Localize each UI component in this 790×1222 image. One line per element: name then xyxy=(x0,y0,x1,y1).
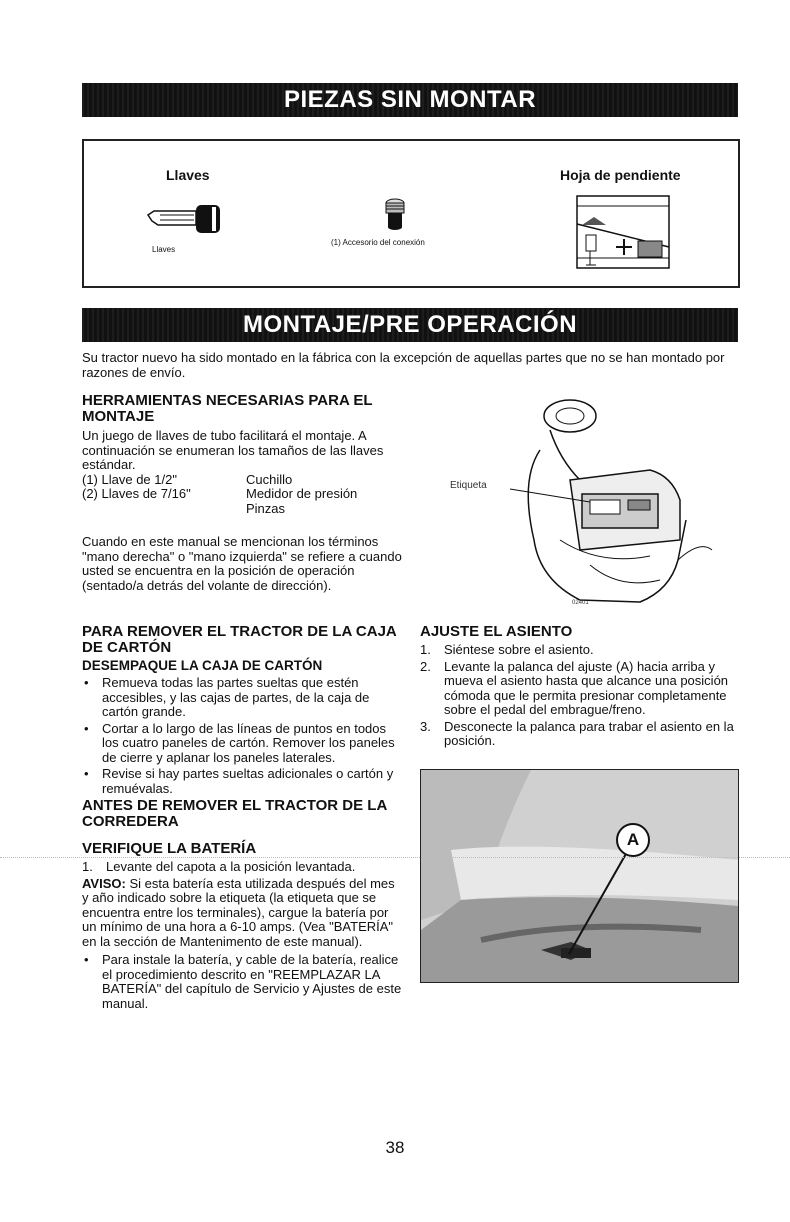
unpack-subheading: DESEMPAQUE LA CAJA DE CARTÓN xyxy=(82,658,323,673)
seat-lever-photo xyxy=(420,769,739,983)
page-number: 38 xyxy=(385,1138,405,1157)
tools-table xyxy=(82,473,357,517)
tool-name: Medidor de presión xyxy=(246,486,358,501)
step-number: 3. xyxy=(420,718,431,734)
step-number: 2. xyxy=(420,658,431,674)
keys-caption: Llaves xyxy=(152,245,176,254)
remove-tractor-section xyxy=(82,624,402,1013)
section-banner-assembly: MONTAJE/PRE OPERACIÓN xyxy=(82,308,738,342)
remove-heading: PARA REMOVER EL TRACTOR DE LA CAJA DE CARTÓN xyxy=(82,623,397,656)
before-removing-heading: ANTES DE REMOVER EL TRACTOR DE LA CORREDERA xyxy=(82,797,387,830)
tools-row xyxy=(82,502,357,517)
tools-text: Un juego de llaves de tubo facilitará el montaje. A continuación se enumeran los tamaños de las llaves estándar. xyxy=(82,428,384,472)
list-item xyxy=(420,720,738,749)
tools-section xyxy=(82,393,402,593)
seat-heading: AJUSTE EL ASIENTO xyxy=(420,623,573,640)
tool-name: Pinzas xyxy=(246,500,286,516)
list-item: • Remueva todas las partes sueltas que estén accesibles, y las cajas de partes, de la caja de cartón grande. xyxy=(82,676,402,720)
list-item: • Revise si hay partes sueltas adicionales o cartón y remuévalas. xyxy=(82,767,402,796)
intro-paragraph: Su tractor nuevo ha sido montado en la fábrica con la excepción de aquellas partes que no se han montado por razones de envío. xyxy=(82,350,725,380)
battery-steps xyxy=(82,860,402,875)
list-item xyxy=(420,660,738,718)
battery-notice xyxy=(82,877,402,950)
list-item: • Para instale la batería, y cable de la batería, realice el procedimiento descrito en "REEMPLAZAR LA BATERÍA" del capítulo de Servicio y Ajustes de este manual. xyxy=(82,953,402,1011)
scan-line xyxy=(0,857,790,858)
step-text: Levante la palanca del ajuste (A) hacia arriba y mueva el asiento hasta que alcance una posición cómoda que le permita presionar completamente sobre el pedal del embrague/freno. xyxy=(444,658,729,717)
keys-heading: Llaves xyxy=(166,167,210,183)
notice-text: Si esta batería esta utilizada después del mes y año indicado sobre la etiqueta (la etiqueta que se encuentra entre los terminales), cargue la batería por un mínimo de una hora a 6-10 amps. (Vea "BATERÍA" en la sección de Mantenimento de este manual). xyxy=(82,875,395,949)
tool-name: Cuchillo xyxy=(246,471,293,487)
tool-size xyxy=(82,502,246,517)
tool-size: (2) Llaves de 7/16" xyxy=(82,486,191,501)
list-item xyxy=(420,643,738,658)
connector-icon xyxy=(383,197,407,233)
callout-a-label: A xyxy=(626,830,640,849)
battery-install-list xyxy=(82,953,402,1011)
battery-heading: VERIFIQUE LA BATERÍA xyxy=(82,840,257,857)
slope-sheet-icon xyxy=(576,195,670,269)
tool-size: (1) Llave de 1/2" xyxy=(82,471,177,487)
step-text: Levante del capota a la posición levantada. xyxy=(106,859,356,874)
list-item: • Cortar a lo largo de las líneas de puntos en todos los cuatro paneles de cartón. Remover los paneles de cierre y aplanar los paneles laterales. xyxy=(82,722,402,766)
battery-figure xyxy=(450,390,740,612)
seat-steps xyxy=(420,643,738,749)
step-number: 1. xyxy=(420,642,431,657)
hand-direction-text: Cuando en este manual se mencionan los términos "mano derecha" o "mano izquierda" se refiere a cuando usted se encuentra en la posición de operación (sentado/a detrás del volante de dirección). xyxy=(82,534,402,593)
unassembled-parts-box xyxy=(82,139,740,288)
tools-row xyxy=(82,487,357,502)
list-item xyxy=(82,860,402,875)
slope-sheet-heading: Hoja de pendiente xyxy=(560,167,681,183)
step-number: 1. xyxy=(82,859,93,874)
section-banner-unassembled-parts: PIEZAS SIN MONTAR xyxy=(82,83,738,117)
tractor-battery-illustration xyxy=(450,390,740,612)
connector-caption: (1) Accesorio del conexión xyxy=(331,238,425,247)
unpack-list xyxy=(82,676,402,796)
step-text: Siéntese sobre el asiento. xyxy=(444,642,594,657)
step-text: Desconecte la palanca para trabar el asiento en la posición. xyxy=(444,718,734,748)
tools-heading: HERRAMIENTAS NECESARIAS PARA EL MONTAJE xyxy=(82,392,373,425)
seat-lever-illustration xyxy=(421,770,738,982)
figure-code: 02401 xyxy=(572,600,589,606)
key-icon xyxy=(146,199,228,239)
notice-label: AVISO: xyxy=(82,875,126,891)
tools-row xyxy=(82,473,357,488)
label-callout: Etiqueta xyxy=(450,480,487,491)
seat-section xyxy=(420,624,738,751)
